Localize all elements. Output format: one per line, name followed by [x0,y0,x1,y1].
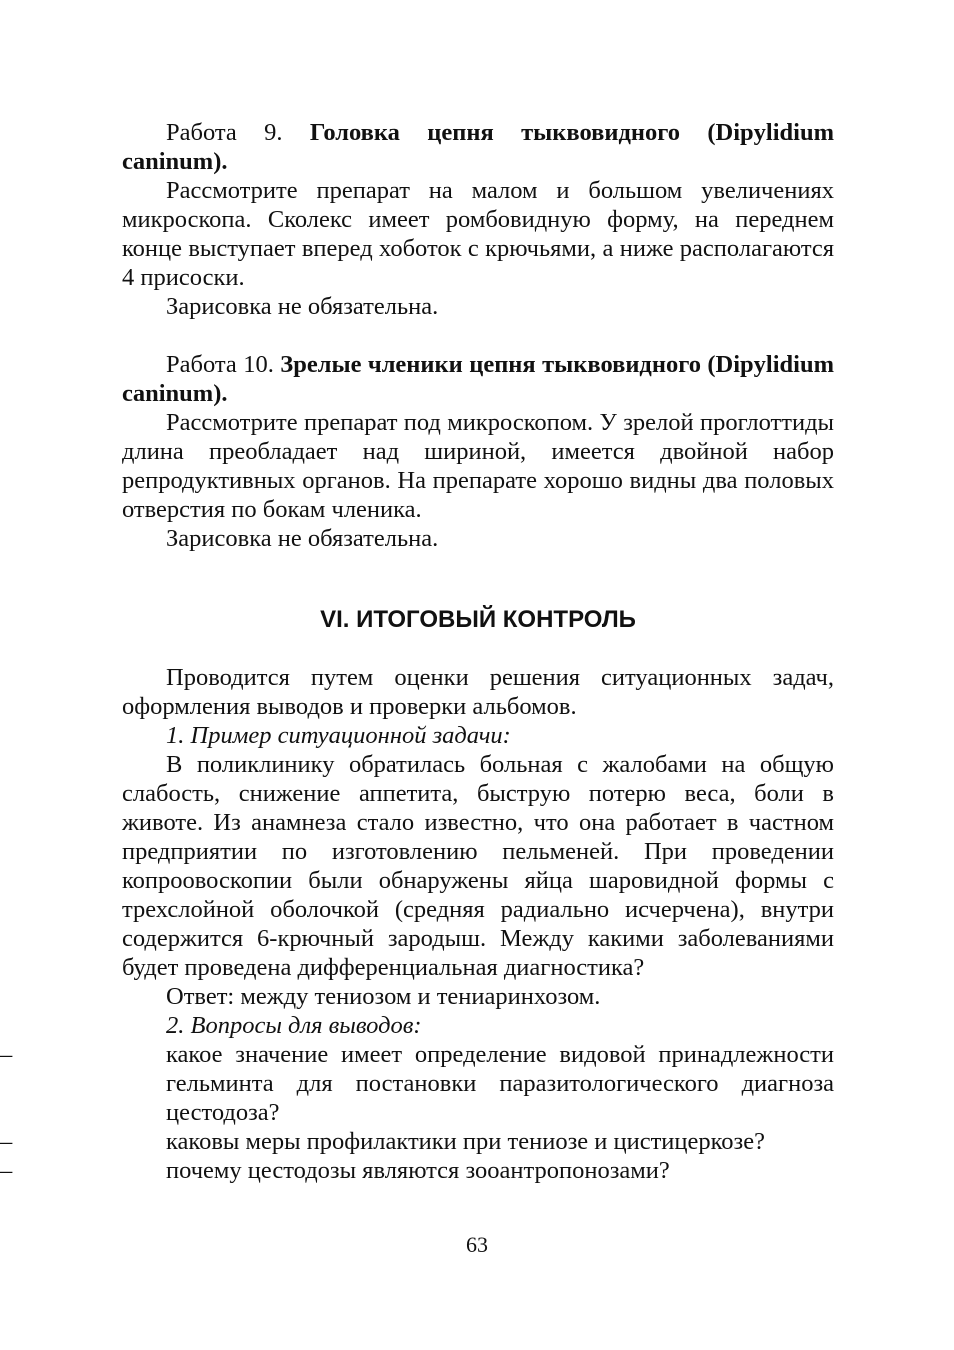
bullet-dash: – [0,1128,13,1155]
page-content [0,118,835,1185]
spacer [122,553,834,605]
questions-list [0,1040,834,1185]
spacer [122,635,834,663]
work10-title [122,350,834,408]
question-text: каковы меры профилактики при тениозе и цистицеркозе? [166,1128,765,1155]
work10-title-text: Зрелые членики цепня тыквовидного (Dipylidium caninum). [122,351,835,407]
question-text: какое значение имеет определение видовой принадлежности гельминта для постановки паразитологического диагноза цестодоза? [166,1041,834,1126]
work9-title-text: Головка цепня тыквовидного (Dipylidium caninum). [122,119,834,175]
question-text: почему цестодозы являются зооантропонозами? [166,1157,670,1184]
section-intro: Проводится путем оценки решения ситуационных задач, оформления выводов и проверки альбомов. [122,664,834,720]
section-heading: VI. ИТОГОВЫЙ КОНТРОЛЬ [320,606,636,633]
work9-note: Зарисовка не обязательна. [166,293,439,320]
bullet-dash: – [0,1041,13,1068]
list-item [0,1127,834,1156]
example-answer: Ответ: между тениозом и тениаринхозом. [166,983,601,1010]
bullet-dash: – [0,1157,13,1184]
work10-note: Зарисовка не обязательна. [166,525,439,552]
list-item [0,1156,834,1185]
work9-prefix: Работа 9. [166,119,310,146]
list-item [0,1040,834,1127]
questions-heading: 2. Вопросы для выводов: [166,1012,422,1039]
work9-body: Рассмотрите препарат на малом и большом увеличениях микроскопа. Сколекс имеет ромбовидную форму, на переднем конце выступает вперед хоботок с крючьями, а ниже располагаются 4 присоски. [122,177,834,291]
work10-prefix: Работа 10. [166,351,281,378]
spacer [122,321,834,350]
example-heading: 1. Пример ситуационной задачи: [166,722,511,749]
page-number: 63 [466,1232,488,1257]
example-text: В поликлинику обратилась больная с жалобами на общую слабость, снижение аппетита, быструю потерю веса, боли в животе. Из анамнеза стало известно, что она работает в частном предприятии по изготовлению пельменей. При проведении копроовоскопии были обнаружены яйца шаровидной формы с трехслойной оболочкой (средняя радиально исчерчена), внутри содержится 6-крючный зародыш. Между какими заболеваниями будет проведена дифференциальная диагностика? [122,751,834,981]
work10-body: Рассмотрите препарат под микроскопом. У зрелой проглоттиды длина преобладает над шириной, имеется двойной набор репродуктивных органов. На препарате хорошо видны два половых отверстия по бокам членика. [122,409,834,523]
work9-title [122,118,834,176]
